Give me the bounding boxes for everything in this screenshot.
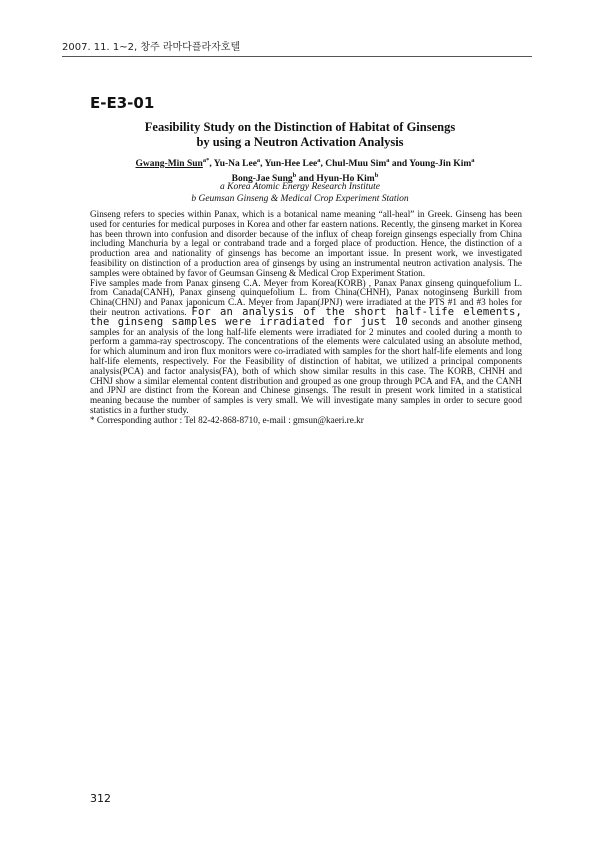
abstract-paragraph-1: Ginseng refers to species within Panax, which is a botanical name meaning “all-heal” in Greek. Ginseng has been used for centuries for medical purposes in Korea and other far eastern nations. Recently, the ginseng market in Korea has been thrown into confusion and disorder because of the influx of cheap foreign ginsengs especially from China including Manchuria by a legal or contraband trade and a forged place of production. Hence, the distinction of a production area and nationality of ginsengs has become an important issue. In present work, we investigated feasibility on distinction of a production area of ginsengs by using an instrumental neutron activation analysis. The samples were obtained by favor of Geumsan Ginseng & Medical Crop Experiment Station. — [90, 209, 522, 278]
conference-header: 2007. 11. 1~2, 창주 라마다플라자호텔 — [62, 42, 241, 53]
author-name: Gwang-Min Sun — [135, 159, 203, 170]
title-line-1: Feasibility Study on the Distinction of Habitat of Ginsengs — [144, 120, 456, 134]
paper-title — [90, 120, 510, 150]
affiliation-list — [90, 181, 510, 205]
title-line-2: by using a Neutron Activation Analysis — [196, 135, 404, 149]
author-affiliation-mark: a — [256, 157, 261, 164]
paper-code: E-E3-01 — [90, 94, 155, 112]
author-affiliation-mark: a — [386, 157, 390, 164]
page-number: 312 — [90, 792, 111, 805]
abstract-paragraph-2-part-c: seconds and another ginseng samples for an analysis of the long half-life elements were irradiated for 2 minutes and cooled during a month to perform a gamma-ray spectroscopy. The concentrations of the elements were calculated using an absolute method, for which aluminum and iron flux monitors were co-irradiated with samples for the short half-life elements and long half-life elements, respectively. For the Feasibility of distinction of habitat, we utilized a principal components analysis(PCA) and factor analysis(FA), both of which show similar results in this case. The KORB, CHNH and CHNJ show a similar elemental content distribution and grouped as one group through PCA and FA, and the CANH and JPNJ are distinct from the Korean and Chinese ginsengs. The result in present work limited in a statistical meaning because the number of samples is very small. We will investigate many samples in order to secure good statistics in a further study. — [90, 316, 523, 415]
header-divider — [62, 56, 532, 57]
affiliation-a: a Korea Atomic Energy Research Institute — [220, 182, 380, 192]
corresponding-author-note: * Corresponding author : Tel 82-42-868-8710, e-mail : gmsun@kaeri.re.kr — [90, 414, 364, 425]
author-name: Young-Jin Kim — [409, 159, 472, 170]
abstract-paragraph-2-part-a: Five samples made from Panax ginseng C.A. Meyer from Korea(KORB) , Panax Panax ginseng quinquefolium L. from Canada(CANH), Panax ginseng quinquefolium L. from China(CHNH), Panax notoginseng Burkill from China(CHNJ) and Panax japonicum C.A. Meyer from Japan(JPNJ) were irradiated at the PTS #1 and #3 holes for their neutron activations. — [90, 277, 522, 317]
abstract-paragraph-2 — [90, 279, 522, 416]
author-affiliation-mark: a — [317, 157, 321, 164]
author-affiliation-mark: a* — [202, 157, 210, 164]
affiliation-b: b Geumsan Ginseng & Medical Crop Experiment Station — [191, 194, 409, 204]
author-name: Yu-Na Lee — [213, 159, 257, 170]
abstract-body — [90, 210, 522, 426]
author-name: Chul-Muu Sim — [325, 159, 387, 170]
author-name: Hyun-Ho Kim — [316, 174, 375, 185]
author-name: Bong-Jae Sung — [231, 174, 293, 185]
author-affiliation-mark: b — [374, 172, 379, 180]
author-affiliation-mark: b — [292, 172, 297, 180]
author-affiliation-mark: a — [471, 157, 475, 164]
author-name: Yun-Hee Lee — [264, 159, 318, 170]
author-line-1: Gwang-Min Sun$^{a*}$, Yu-Na Lee$^a$, Yun-Hee Lee$^a$, Chul-Muu Sim$^a$ and Young-Jin Kim$^a$ — [135, 157, 475, 170]
abstract-paragraph-2-part-b: For an analysis of the short half-life elements, the ginseng samples were irradiated for just 10 — [90, 305, 522, 328]
author-line-2: Bong-Jae Sung$^b$ and Hyun-Ho Kim$^b$ — [231, 172, 379, 185]
